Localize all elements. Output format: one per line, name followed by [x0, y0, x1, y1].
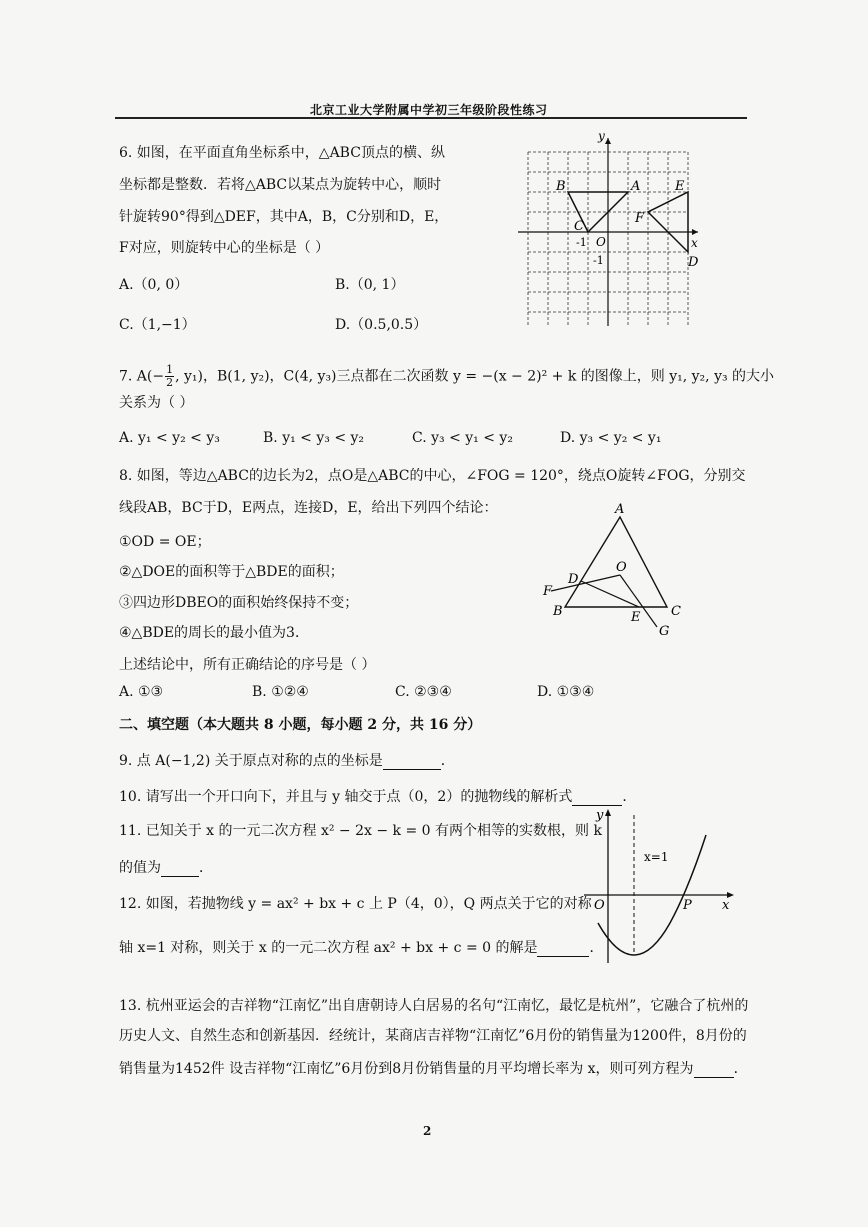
- q13-text: 销售量为1452件 设吉祥物“江南忆”6月份到8月份销售量的月平均增长率为 x，则可列方程为: [119, 1061, 694, 1077]
- q6-label-a: A: [631, 179, 641, 194]
- q12-line2: [119, 937, 603, 957]
- q6-label-origin: O: [596, 235, 606, 249]
- q8-label-b: B: [553, 604, 563, 619]
- q6-label-f: F: [635, 211, 645, 226]
- q6-label-x: x: [691, 236, 698, 250]
- q11-line1: 11. 已知关于 x 的一元二次方程 x² − 2x − k = 0 有两个相等的实数根，则 k: [119, 823, 602, 839]
- q6-option-a: A.（0, 0）: [119, 277, 189, 293]
- q8-label-o: O: [616, 560, 627, 575]
- q7-option-a: A. y₁ < y₂ < y₃: [119, 430, 220, 446]
- q8-option-a: A. ①③: [119, 684, 164, 700]
- q12-label-o: O: [594, 898, 605, 913]
- q12-line1: 12. 如图，若抛物线 y = ax² + bx + c 上 P（4，0），Q 两点关于它的对称: [119, 896, 592, 912]
- q8-label-e: E: [631, 610, 641, 625]
- q6-label-c: C: [574, 219, 584, 234]
- q7-line2: 关系为（ ）: [119, 395, 194, 411]
- q11-line2: [119, 857, 213, 877]
- q10-text: 10. 请写出一个开口向下，并且与 y 轴交于点（0，2）的抛物线的解析式: [119, 789, 573, 805]
- q12-label-y: y: [596, 808, 604, 823]
- q6-line3: 针旋转90°得到△DEF，其中A，B，C分别和D，E，: [119, 209, 449, 225]
- q8-label-f: F: [543, 584, 553, 599]
- q6-label-e: E: [675, 179, 685, 194]
- q6-option-b: B.（0, 1）: [335, 277, 405, 293]
- q13-end: ．: [733, 1061, 748, 1077]
- q6-option-d: D.（0.5,0.5）: [335, 317, 428, 333]
- q8-option-c: C. ②③④: [395, 684, 452, 700]
- q8-conclusion-3: ③四边形DBEO的面积始终保持不变；: [119, 595, 359, 611]
- q9-text: 9. 点 A(−1,2) 关于原点对称的点的坐标是: [119, 753, 383, 769]
- q10: [119, 786, 636, 806]
- header-rule: [115, 117, 747, 119]
- q7-line1-rest: , y₁)，B(1, y₂)，C(4, y₃)三点都在二次函数 y = −(x − 2)² + k 的图像上，则 y₁, y₂, y₃ 的大小: [175, 368, 775, 385]
- q9-answer-blank[interactable]: [383, 755, 441, 770]
- q12-label-p: P: [683, 898, 692, 913]
- q11-end: ．: [199, 860, 213, 876]
- q8-label-d: D: [568, 572, 579, 587]
- q6-label-d: D: [688, 255, 699, 270]
- q8-conclusion-1: ①OD = OE；: [119, 534, 211, 550]
- q12-text: 轴 x=1 对称，则关于 x 的一元二次方程 ax² + bx + c = 0 的解是: [119, 940, 538, 956]
- q6-option-c: C.（1,−1）: [119, 317, 196, 333]
- q12-parabola-figure: [578, 805, 738, 970]
- q12-end: ．: [589, 940, 604, 956]
- q8-line3: 上述结论中，所有正确结论的序号是（ ）: [119, 657, 376, 673]
- q13-line2: 历史人文、自然生态和创新基因．经统计，某商店吉祥物“江南忆”6月份的销售量为1200件，8月份的: [119, 1028, 747, 1044]
- q13-line3: [119, 1058, 748, 1078]
- q10-answer-blank[interactable]: [572, 791, 622, 806]
- q6-line2: 坐标都是整数．若将△ABC以某点为旋转中心，顺时: [119, 177, 442, 193]
- q7-fraction-den: 2: [166, 376, 174, 389]
- q6-grid-figure: [510, 130, 710, 330]
- q7-line1-start: 7. A(−: [119, 368, 165, 385]
- q7-fraction-num: 1: [166, 363, 174, 376]
- page-header: 北京工业大学附属中学初三年级阶段性练习: [310, 103, 548, 117]
- q8-label-g: G: [659, 624, 670, 639]
- q12-label-axis: x=1: [644, 850, 669, 864]
- q8-label-a: A: [615, 502, 625, 517]
- q13-answer-blank[interactable]: [694, 1063, 734, 1078]
- q13-line1: 13. 杭州亚运会的吉祥物“江南忆”出自唐朝诗人白居易的名句“江南忆，最忆是杭州”，它融合了杭州的: [119, 998, 749, 1014]
- q12-label-x: x: [722, 898, 730, 913]
- q8-label-c: C: [671, 604, 681, 619]
- q9: [119, 750, 455, 770]
- q8-conclusion-2: ②△DOE的面积等于△BDE的面积；: [119, 564, 344, 580]
- q7-option-d: D. y₃ < y₂ < y₁: [560, 430, 662, 446]
- q8-segment-de: [581, 581, 639, 607]
- q8-triangle-figure: [535, 495, 695, 645]
- section-2-title: 二、填空题（本大题共 8 小题，每小题 2 分，共 16 分）: [119, 717, 482, 733]
- q7-fraction: [165, 364, 174, 389]
- q8-line1: 8. 如图，等边△ABC的边长为2，点O是△ABC的中心，∠FOG = 120°，绕点O旋转∠FOG，分别交: [119, 468, 746, 484]
- q6-label-minus1-y: -1: [593, 254, 604, 267]
- q8-line2: 线段AB，BC于D，E两点，连接D，E，给出下列四个结论：: [119, 500, 498, 516]
- q7-option-c: C. y₃ < y₁ < y₂: [412, 430, 513, 446]
- q9-end: ．: [440, 753, 455, 769]
- q8-option-d: D. ①③④: [537, 684, 595, 700]
- q7-line1: [119, 364, 774, 389]
- page-number: 2: [423, 1124, 432, 1138]
- q8-option-b: B. ①②④: [252, 684, 309, 700]
- q6-line1: 6. 如图，在平面直角坐标系中，△ABC顶点的横、纵: [119, 145, 445, 161]
- q10-end: ．: [622, 789, 637, 805]
- q11-answer-blank[interactable]: [161, 862, 199, 877]
- q7-option-b: B. y₁ < y₃ < y₂: [263, 430, 365, 446]
- q6-line4: F对应，则旋转中心的坐标是（ ）: [119, 240, 330, 256]
- q6-label-minus1-x: -1: [576, 236, 587, 249]
- q6-label-y: y: [598, 130, 605, 143]
- q8-conclusion-4: ④△BDE的周长的最小值为3．: [119, 625, 309, 641]
- q11-text: 的值为: [119, 860, 161, 876]
- q6-label-b: B: [556, 179, 566, 194]
